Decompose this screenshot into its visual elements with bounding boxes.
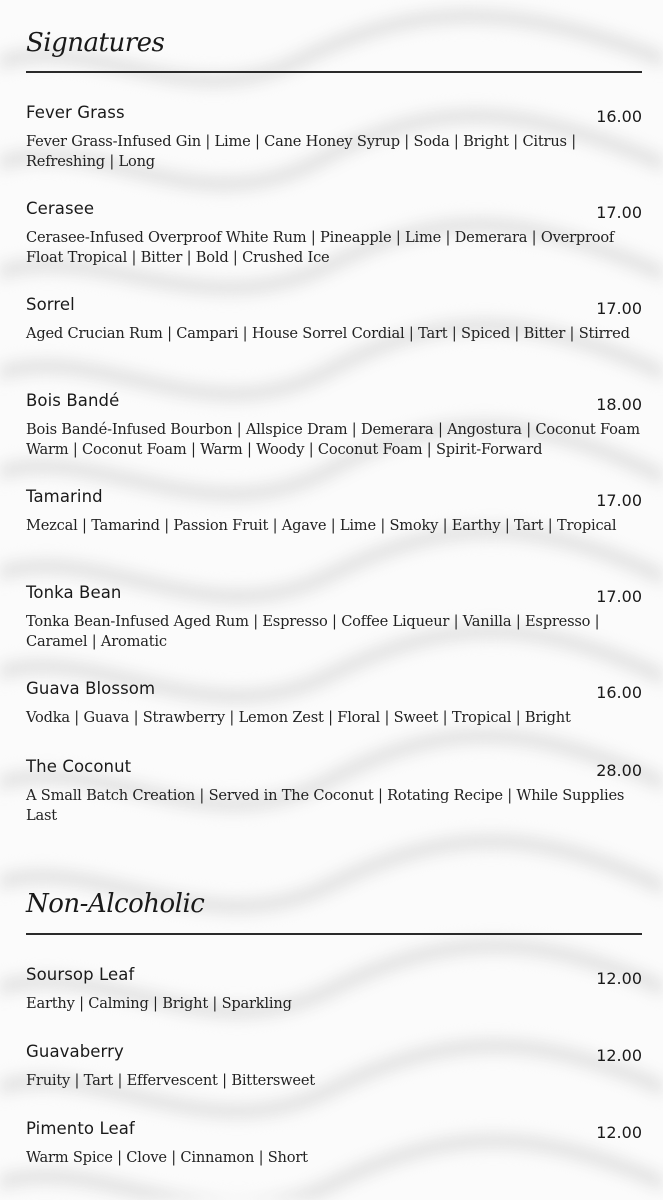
item-description: Bois Bandé-Infused Bourbon | Allspice Dram | Demerara | Angostura | Coconut Foam Warm | Coconut Foam | Warm | Woody | Coconut Foam | Spirit-Forward xyxy=(26,421,640,458)
item-price: 12.00 xyxy=(596,1046,642,1065)
item-name: Tamarind xyxy=(26,487,103,506)
item-description: A Small Batch Creation | Served in The Coconut | Rotating Recipe | While Supplies Last xyxy=(26,787,625,824)
item-price: 28.00 xyxy=(596,761,642,780)
item-name: Pimento Leaf xyxy=(26,1119,135,1138)
section-title-signatures: Signatures xyxy=(26,28,165,58)
item-name: Cerasee xyxy=(26,199,95,218)
item-description: Fever Grass-Infused Gin | Lime | Cane Honey Syrup | Soda | Bright | Citrus | Refreshing | Long xyxy=(26,133,576,170)
item-price: 18.00 xyxy=(596,395,642,414)
item-description: Aged Crucian Rum | Campari | House Sorrel Cordial | Tart | Spiced | Bitter | Stirred xyxy=(26,325,630,342)
item-name: Soursop Leaf xyxy=(26,965,135,984)
section-title-non-alcoholic: Non-Alcoholic xyxy=(26,889,205,919)
item-price: 17.00 xyxy=(596,587,642,606)
item-name: Guavaberry xyxy=(26,1042,124,1061)
item-description: Warm Spice | Clove | Cinnamon | Short xyxy=(26,1149,308,1166)
item-name: Sorrel xyxy=(26,295,75,314)
item-price: 16.00 xyxy=(596,107,642,126)
item-description: Cerasee-Infused Overproof White Rum | Pineapple | Lime | Demerara | Overproof Float Tropical | Bitter | Bold | Crushed Ice xyxy=(26,229,615,266)
item-price: 12.00 xyxy=(596,1123,642,1142)
section-divider xyxy=(26,933,642,935)
item-description: Mezcal | Tamarind | Passion Fruit | Agave | Lime | Smoky | Earthy | Tart | Tropical xyxy=(26,517,617,534)
item-description: Tonka Bean-Infused Aged Rum | Espresso | Coffee Liqueur | Vanilla | Espresso | Caramel | Aromatic xyxy=(26,613,600,650)
item-name: Fever Grass xyxy=(26,103,125,122)
item-description: Vodka | Guava | Strawberry | Lemon Zest | Floral | Sweet | Tropical | Bright xyxy=(26,709,571,726)
item-price: 17.00 xyxy=(596,491,642,510)
item-price: 17.00 xyxy=(596,299,642,318)
item-description: Earthy | Calming | Bright | Sparkling xyxy=(26,995,292,1012)
item-price: 12.00 xyxy=(596,969,642,988)
item-description: Fruity | Tart | Effervescent | Bittersweet xyxy=(26,1072,315,1089)
item-name: The Coconut xyxy=(26,757,132,776)
item-name: Bois Bandé xyxy=(26,391,120,410)
item-name: Tonka Bean xyxy=(26,583,122,602)
item-name: Guava Blossom xyxy=(26,679,156,698)
item-price: 16.00 xyxy=(596,683,642,702)
item-price: 17.00 xyxy=(596,203,642,222)
section-divider xyxy=(26,71,642,73)
